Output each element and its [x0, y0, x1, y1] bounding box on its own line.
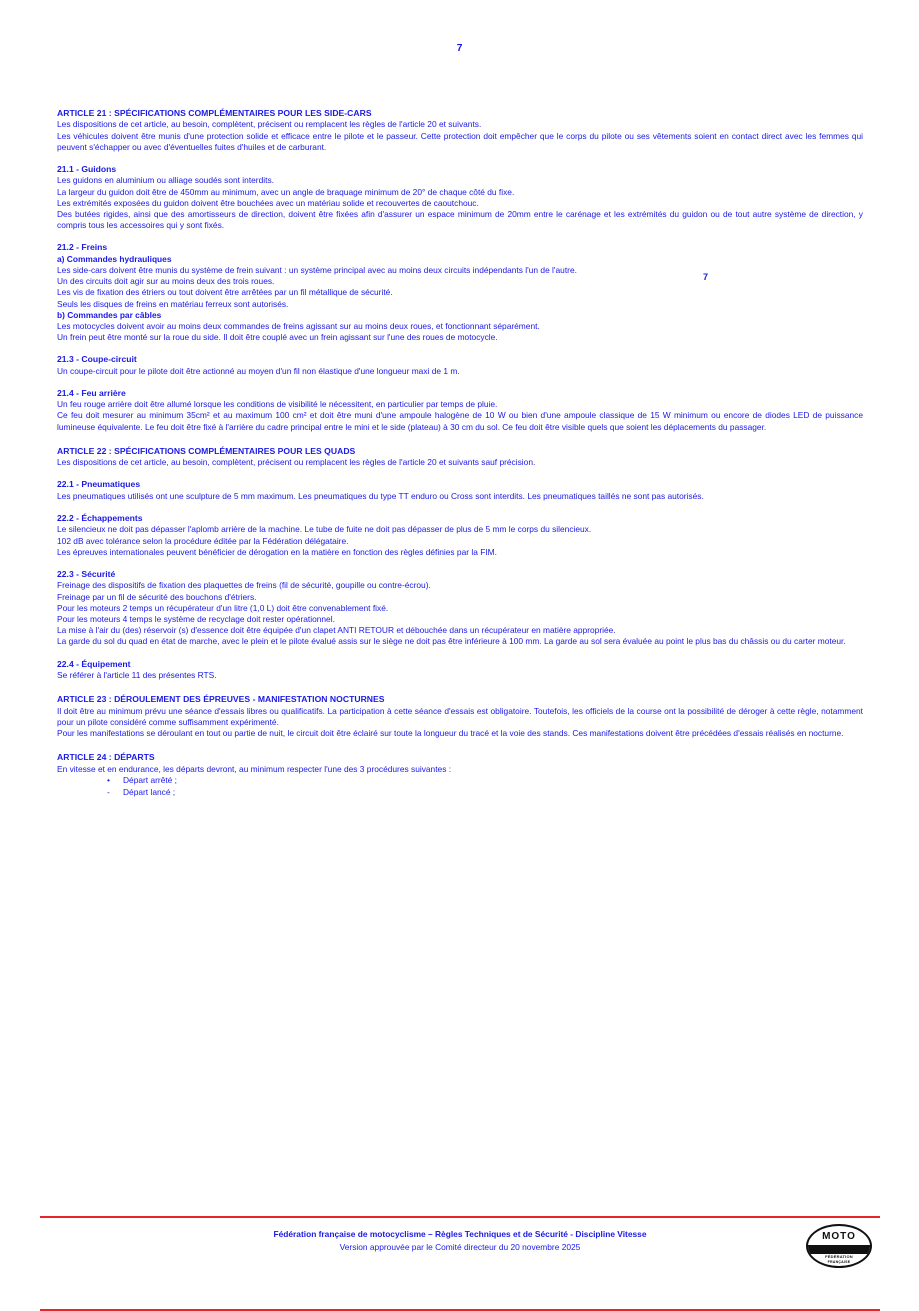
list-item-label: Départ lancé ;: [123, 786, 176, 797]
section-22-2-p3: Les épreuves internationales peuvent bénéficier de dérogation en la matière en fonction des règles définies par la FIM.: [57, 546, 497, 557]
logo-sub-text-2: FRANÇAISE: [827, 1260, 851, 1264]
section-21-2-a-p3: Les vis de fixation des étriers ou tout doivent être arrêtées par un fil métallique de sécurité.: [57, 287, 393, 298]
footer-line-1: Fédération française de motocyclisme – Règles Techniques et de Sécurité - Discipline Vitesse: [273, 1229, 647, 1239]
article-24-title: ARTICLE 24 : DÉPARTS: [57, 752, 155, 763]
document-body: [57, 108, 863, 798]
article-21-intro-2: Les véhicules doivent être munis d'une protection solide et efficace entre le pilote et le passeur. Cette protection doit empêcher que le corps du pilote ou ses vêtements soient en contact direct avec les femmes qui peuvent s'échapper ou avec d'éventuelles fuites d'huiles et de carburant.: [57, 130, 863, 152]
bullet-marker: •: [107, 774, 110, 785]
page-footer: [40, 1216, 880, 1311]
section-21-1-p2: La largeur du guidon doit être de 450mm au minimum, avec un angle de braquage minimum de 20° de chaque côté du fixe.: [57, 186, 515, 197]
section-22-3-title: 22.3 - Sécurité: [57, 568, 116, 579]
section-22-4-title: 22.4 - Équipement: [57, 658, 131, 669]
article-23-intro-1: Il doit être au minimum prévu une séance d'essais libres ou qualificatifs. La participation à cette séance d'essais est obligatoire. Toutefois, les officiels de la course ont la possibilité de déroger à cette règle, notamment pour un pilote considéré comme suffisamment expérimenté.: [57, 705, 863, 727]
section-21-2-b-title: b) Commandes par câbles: [57, 309, 162, 320]
section-21-4-p2: Ce feu doit mesurer au minimum 35cm² et au maximum 100 cm² et doit être muni d'une ampoule halogène de 10 W ou bien d'une ampoule classique de 15 W minimum ou encore de diodes LED de puissance lumineuse équivalente. Le feu doit être fixé à l'arrière du cadre principal entre le mini et le side (plateau) à 30 cm du sol. Ce feu doit être visible quels que soient les déplacements du passager.: [57, 410, 863, 432]
page-number: 7: [456, 42, 463, 54]
federation-logo: [806, 1224, 872, 1268]
bullet-marker: -: [107, 786, 110, 797]
footer-top-rule: [40, 1216, 880, 1218]
section-22-4-p1: Se référer à l'article 11 des présentes RTS.: [57, 669, 217, 680]
section-22-2-title: 22.2 - Échappements: [57, 512, 143, 523]
section-21-3-p1: Un coupe-circuit pour le pilote doit être actionné au moyen d'un fil non élastique d'une longueur maxi de 1 m.: [57, 365, 460, 376]
section-21-2-title: 21.2 - Freins: [57, 242, 108, 253]
article-21-title: ARTICLE 21 : SPÉCIFICATIONS COMPLÉMENTAIRES POUR LES SIDE-CARS: [57, 108, 372, 118]
list-item: [57, 787, 863, 799]
logo-band: [808, 1245, 870, 1254]
section-21-2-a-p2: Un des circuits doit agir sur au moins deux des trois roues.: [57, 276, 275, 287]
section-21-2-a-p4: Seuls les disques de freins en matériau ferreux sont autorisés.: [57, 298, 289, 309]
section-21-2-a-p1: Les side-cars doivent être munis du système de frein suivant : un système principal avec au moins deux circuits indépendants l'un de l'autre.: [57, 264, 577, 275]
list-item-label: Départ arrêté ;: [123, 774, 177, 785]
section-22-3-p5: La mise à l'air du (des) réservoir (s) d'essence doit être équipée d'un clapet ANTI RETOUR et débouchée dans un récupérateur en matière appropriée.: [57, 625, 616, 636]
section-21-1-title: 21.1 - Guidons: [57, 164, 117, 174]
article-21-intro-1: Les dispositions de cet article, au besoin, complètent, précisent ou remplacent les règles de l'article 20 et suivants.: [57, 119, 482, 130]
section-22-2-p1: Le silencieux ne doit pas dépasser l'aplomb arrière de la machine. Le tube de fuite ne doit pas dépasser de plus de 5 mm le corps du silencieux.: [57, 524, 592, 535]
section-22-1-p1: Les pneumatiques utilisés ont une sculpture de 5 mm maximum. Les pneumatiques du type TT enduro ou Cross sont interdits. Les pneumatiques taillés ne sont pas autorisés.: [57, 490, 704, 501]
section-21-1-p1: Les guidons en aluminium ou alliage soudés sont interdits.: [57, 175, 274, 186]
logo-oval-shape: [806, 1224, 872, 1268]
section-22-3-p4: Pour les moteurs 4 temps le système de recyclage doit rester opérationnel.: [57, 613, 335, 624]
section-22-3-p3: Pour les moteurs 2 temps un récupérateur d'un litre (1,0 L) doit être convenablement fixé.: [57, 602, 389, 613]
section-21-3-title: 21.3 - Coupe-circuit: [57, 354, 137, 365]
section-21-2-a-title: a) Commandes hydrauliques: [57, 253, 172, 264]
article-22-intro-1: Les dispositions de cet article, au besoin, complètent, précisent ou remplacent les règles de l'article 20 et suivants sauf précision.: [57, 457, 536, 468]
section-22-3-p6: La garde du sol du quad en état de marche, avec le plein et le pilote évalué assis sur le siège ne doit pas être inférieure à 100 mm. La garde au sol sera évaluée au point le plus bas du châssis ou du carter moteur.: [57, 636, 846, 647]
section-22-3-p1: Freinage des dispositifs de fixation des plaquettes de freins (fil de sécurité, goupille ou contre-écrou).: [57, 580, 431, 591]
article-23-title: ARTICLE 23 : DÉROULEMENT DES ÉPREUVES - MANIFESTATION NOCTURNES: [57, 694, 385, 705]
article-24-intro-1: En vitesse et en endurance, les départs devront, au minimum respecter l'une des 3 procédures suivantes :: [57, 763, 452, 774]
article-22-title: ARTICLE 22 : SPÉCIFICATIONS COMPLÉMENTAIRES POUR LES QUADS: [57, 445, 356, 456]
section-22-2-p2: 102 dB avec tolérance selon la procédure éditée par la Fédération délégataire.: [57, 535, 349, 546]
footer-text: [40, 1228, 880, 1253]
section-21-2-b-p2: Un frein peut être monté sur la roue du side. Il doit être couplé avec un frein agissant sur l'une des roues de motocycle.: [57, 332, 498, 343]
article-24-bullet-list: [57, 775, 863, 799]
article-23-intro-2: Pour les manifestations se déroulant en tout ou partie de nuit, le circuit doit être éclairé sur toute la longueur du tracé et la voie des stands. Ces manifestations doivent être précédées d'essais réalisés en nocturne.: [57, 727, 844, 738]
section-21-1-p4: Des butées rigides, ainsi que des amortisseurs de direction, doivent être fixées afin d'assurer un espace minimum de 20mm entre le carénage et les extrémités du guidon ou de tout autre système de direction, y compris tous les accessoires qui y sont fixés.: [57, 209, 863, 231]
section-21-1-p3: Les extrémités exposées du guidon doivent être bouchées avec un matériau solide et recouvertes de caoutchouc.: [57, 197, 479, 208]
section-21-4-p1: Un feu rouge arrière doit être allumé lorsque les conditions de visibilité le nécessitent, en particulier par temps de pluie.: [57, 399, 498, 410]
section-22-1-title: 22.1 - Pneumatiques: [57, 479, 141, 490]
section-21-2-b-p1: Les motocycles doivent avoir au moins deux commandes de freins agissant sur au moins deux roues, et fonctionnant séparément.: [57, 320, 540, 331]
stray-mark: 7: [703, 272, 709, 282]
logo-top-text: MOTO: [822, 1231, 856, 1242]
footer-line-2: Version approuvée par le Comité directeur du 20 novembre 2025: [339, 1241, 581, 1252]
section-21-4-title: 21.4 - Feu arrière: [57, 387, 126, 398]
list-item: [57, 775, 863, 787]
section-22-3-p2: Freinage par un fil de sécurité des bouchons d'étriers.: [57, 591, 257, 602]
logo-sub-text-1: FÉDÉRATION: [825, 1254, 853, 1259]
